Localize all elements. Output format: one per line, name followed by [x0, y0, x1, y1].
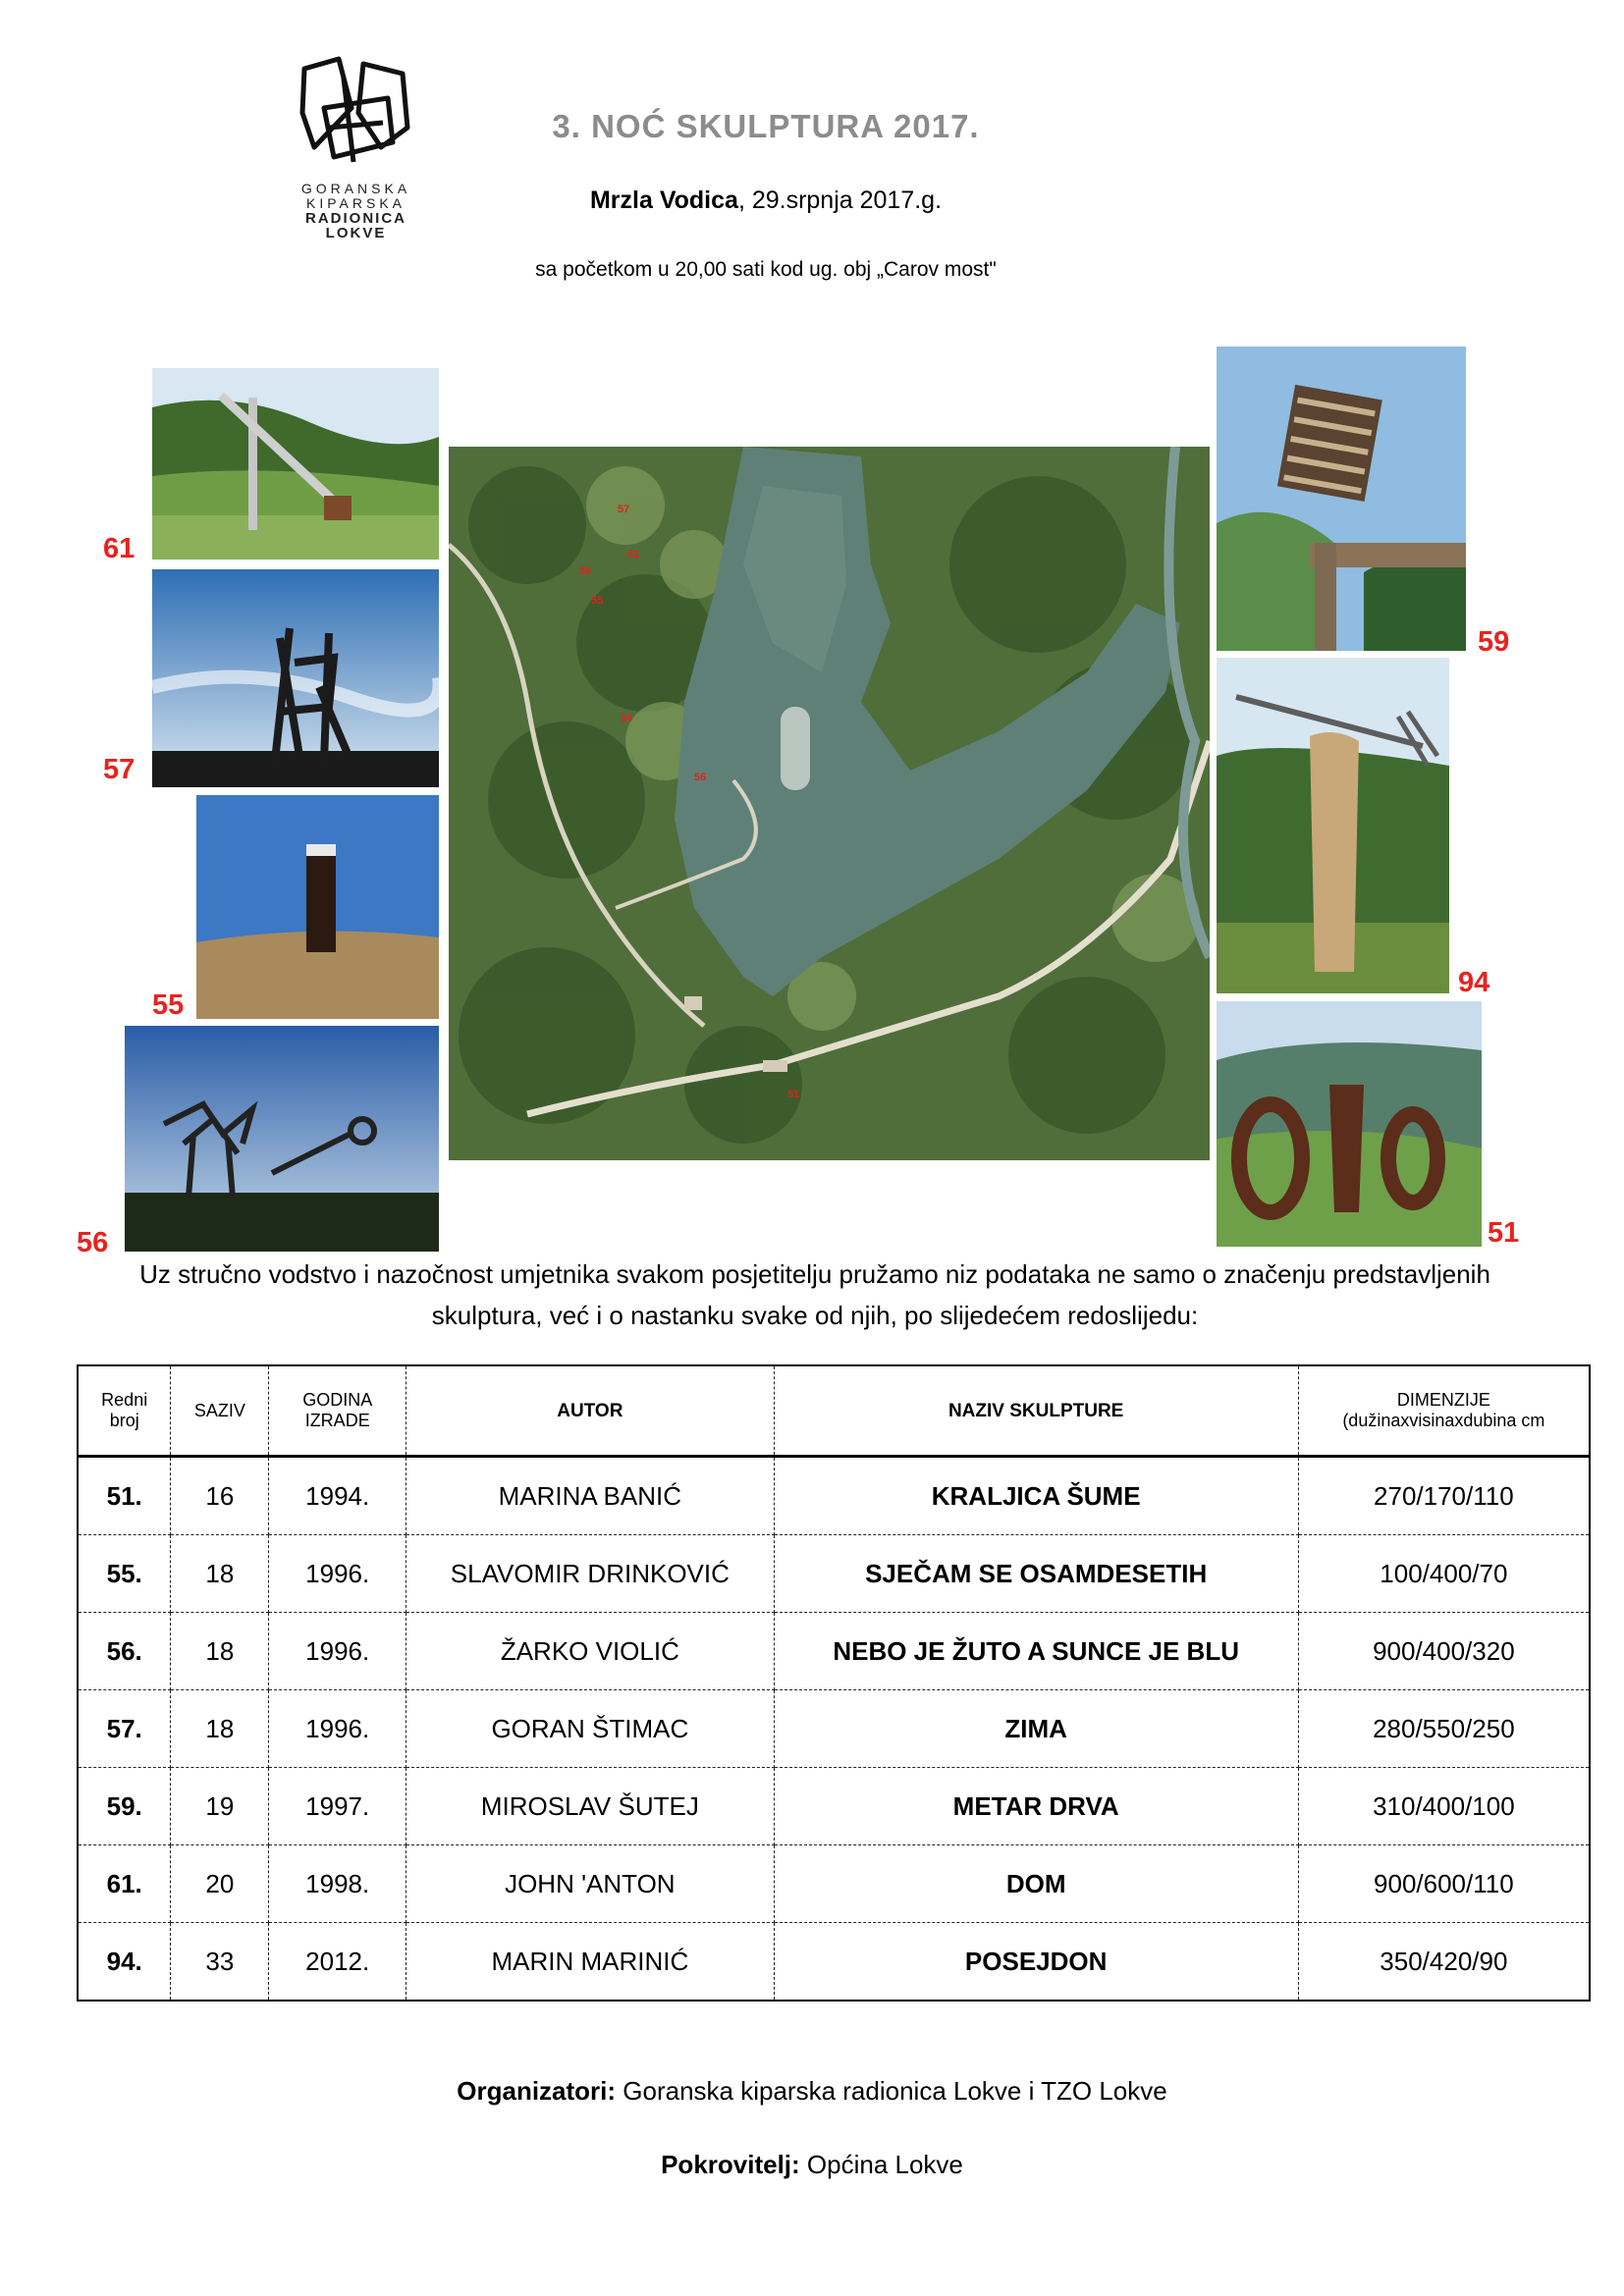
photo-number-59: 59	[1478, 626, 1510, 658]
cell-autor: MARIN MARINIĆ	[406, 1923, 774, 2002]
cell-godina: 1994.	[269, 1457, 406, 1535]
cell-saziv: 18	[171, 1613, 269, 1690]
sculpture-photo-61	[152, 368, 439, 560]
cell-godina: 2012.	[269, 1923, 406, 2002]
cell-godina: 1998.	[269, 1845, 406, 1923]
cell-broj: 59.	[78, 1768, 171, 1845]
photo-number-94: 94	[1458, 967, 1490, 998]
cell-broj: 57.	[78, 1690, 171, 1768]
cell-autor: MARINA BANIĆ	[406, 1457, 774, 1535]
table-row	[78, 1457, 1590, 1535]
sculpture-photo-57	[152, 569, 439, 787]
logo-line-2: KIPARSKA	[306, 195, 406, 211]
cell-dimenzije: 280/550/250	[1298, 1690, 1590, 1768]
sculpture-photo-59	[1217, 347, 1466, 651]
cell-broj: 61.	[78, 1845, 171, 1923]
cell-dimenzije: 100/400/70	[1298, 1535, 1590, 1613]
cell-saziv: 33	[171, 1923, 269, 2002]
col-redni-broj: Redni broj	[78, 1365, 171, 1457]
map-marker-61: 61	[627, 549, 640, 561]
col-godina-izrade: GODINA IZRADE	[269, 1365, 406, 1457]
cell-godina: 1997.	[269, 1768, 406, 1845]
table-row	[78, 1845, 1590, 1923]
sponsor-line	[0, 2150, 1624, 2180]
logo-line-4: LOKVE	[325, 225, 387, 241]
map-marker-56: 56	[694, 772, 707, 783]
cell-naziv: POSEJDON	[774, 1923, 1298, 2002]
sponsor-text: Općina Lokve	[799, 2150, 963, 2179]
cell-autor: SLAVOMIR DRINKOVIĆ	[406, 1535, 774, 1613]
cell-autor: GORAN ŠTIMAC	[406, 1690, 774, 1768]
cell-dimenzije: 350/420/90	[1298, 1923, 1590, 2002]
cell-saziv: 19	[171, 1768, 269, 1845]
event-place: Mrzla Vodica	[589, 187, 738, 214]
cell-broj: 55.	[78, 1535, 171, 1613]
aerial-map	[449, 447, 1210, 1160]
cell-dimenzije: 310/400/100	[1298, 1768, 1590, 1845]
col-saziv: SAZIV	[171, 1365, 269, 1457]
col-naziv-skulpture: NAZIV SKULPTURE	[774, 1365, 1298, 1457]
table-row	[78, 1768, 1590, 1845]
logo-line-1: GORANSKA	[300, 181, 411, 196]
map-marker-94: 94	[621, 713, 633, 724]
sponsor-label: Pokrovitelj:	[661, 2150, 800, 2179]
sculpture-photo-51	[1217, 1001, 1482, 1247]
organizers-line	[0, 2076, 1624, 2107]
sculpture-table	[77, 1364, 1591, 2002]
event-start: sa početkom u 20,00 sati kod ug. obj „Carov most"	[535, 258, 997, 281]
photo-number-55: 55	[152, 989, 185, 1021]
cell-saziv: 20	[171, 1845, 269, 1923]
table-header-row	[78, 1365, 1590, 1457]
cell-naziv: ZIMA	[774, 1690, 1298, 1768]
table-row	[78, 1613, 1590, 1690]
photo-number-51: 51	[1488, 1217, 1520, 1249]
organizers-text: Goranska kiparska radionica Lokve i TZO Lokve	[616, 2076, 1167, 2106]
cell-autor: MIROSLAV ŠUTEJ	[406, 1768, 774, 1845]
sculpture-photo-94	[1217, 658, 1449, 993]
map-marker-57: 57	[618, 504, 630, 515]
organizers-label: Organizatori:	[457, 2076, 617, 2106]
cell-naziv: KRALJICA ŠUME	[774, 1457, 1298, 1535]
cell-autor: ŽARKO VIOLIĆ	[406, 1613, 774, 1690]
cell-dimenzije: 270/170/110	[1298, 1457, 1590, 1535]
event-place-date	[491, 187, 1041, 215]
photo-number-61: 61	[103, 533, 135, 564]
cell-broj: 51.	[78, 1457, 171, 1535]
cell-saziv: 16	[171, 1457, 269, 1535]
cell-saziv: 18	[171, 1690, 269, 1768]
photo-number-56: 56	[77, 1227, 109, 1258]
cell-naziv: DOM	[774, 1845, 1298, 1923]
page-title: 3. NOĆ SKULPTURA 2017.	[552, 108, 980, 144]
cell-autor: JOHN 'ANTON	[406, 1845, 774, 1923]
cell-naziv: NEBO JE ŽUTO A SUNCE JE BLU	[774, 1613, 1298, 1690]
cell-dimenzije: 900/400/320	[1298, 1613, 1590, 1690]
logo-wordmark	[295, 182, 417, 240]
workshop-logo	[295, 54, 417, 260]
cell-godina: 1996.	[269, 1690, 406, 1768]
table-row	[78, 1535, 1590, 1613]
logo-mark-icon	[295, 54, 417, 182]
event-date: , 29.srpnja 2017.g.	[737, 187, 943, 214]
intro-paragraph: Uz stručno vodstvo i nazočnost umjetnika svakom posjetitelju pružamo niz podataka ne samo o značenju predstavljenih skulptura, već i o nastanku svake od njih, po slijedećem redoslijedu:	[139, 1259, 1490, 1330]
map-marker-51: 51	[787, 1089, 800, 1100]
sculpture-photo-56	[125, 1026, 439, 1252]
logo-line-3: RADIONICA	[305, 210, 406, 227]
cell-naziv: SJEČAM SE OSAMDESETIH	[774, 1535, 1298, 1613]
photo-number-57: 57	[103, 754, 135, 785]
cell-broj: 56.	[78, 1613, 171, 1690]
sculpture-photo-55	[196, 795, 439, 1019]
col-autor: AUTOR	[406, 1365, 774, 1457]
cell-naziv: METAR DRVA	[774, 1768, 1298, 1845]
table-row	[78, 1690, 1590, 1768]
table-row	[78, 1923, 1590, 2002]
map-marker-59: 59	[579, 565, 592, 577]
cell-godina: 1996.	[269, 1535, 406, 1613]
cell-godina: 1996.	[269, 1613, 406, 1690]
cell-saziv: 18	[171, 1535, 269, 1613]
col-dimenzije: DIMENZIJE (dužinaxvisinaxdubina cm	[1298, 1365, 1590, 1457]
cell-broj: 94.	[78, 1923, 171, 2002]
cell-dimenzije: 900/600/110	[1298, 1845, 1590, 1923]
map-marker-55: 55	[591, 595, 604, 607]
